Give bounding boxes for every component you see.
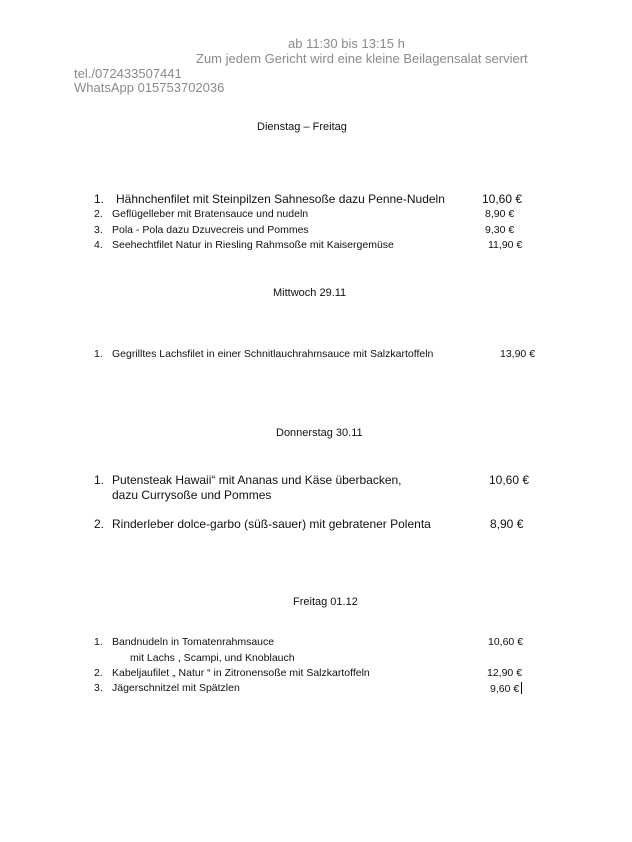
opening-hours: ab 11:30 bis 13:15 h <box>288 36 405 51</box>
item-price: 11,90 € <box>488 239 523 251</box>
item-number: 1. <box>94 348 103 360</box>
item-name: Rinderleber dolce-garbo (süß-sauer) mit gebratener Polenta <box>112 517 431 531</box>
day-heading: Mittwoch 29.11 <box>273 287 347 299</box>
item-price: 12,90 € <box>487 667 523 679</box>
item-name: Pola - Pola dazu Dzuvecreis und Pommes <box>112 224 309 236</box>
menu-item <box>94 636 274 648</box>
item-name: Geflügelleber mit Bratensauce und nudeln <box>112 208 309 220</box>
item-price: 8,90 € <box>490 517 524 531</box>
item-price: 9,30 € <box>485 224 515 236</box>
day-heading: Freitag 01.12 <box>293 596 358 608</box>
item-number: 1. <box>94 636 103 648</box>
item-number: 1. <box>94 192 105 206</box>
item-number: 1. <box>94 473 105 487</box>
item-number: 2. <box>94 517 105 531</box>
menu-item <box>94 667 370 679</box>
whatsapp-number: WhatsApp 015753702036 <box>74 80 225 95</box>
item-price: 10,60 € <box>488 636 524 648</box>
item-price-text: 9,60 € <box>490 683 520 695</box>
item-name: Jägerschnitzel mit Spätzlen <box>112 682 240 694</box>
text-cursor <box>521 682 522 694</box>
side-salad-note: Zum jedem Gericht wird eine kleine Beilagensalat serviert <box>196 51 528 66</box>
menu-item <box>94 208 308 220</box>
item-name: Bandnudeln in Tomatenrahmsauce <box>112 636 275 648</box>
day-heading: Donnerstag 30.11 <box>276 427 363 439</box>
item-name: Gegrilltes Lachsfilet in einer Schnitlauchrahmsauce mit Salzkartoffeln <box>112 348 434 360</box>
menu-item <box>94 517 431 531</box>
item-name: Putensteak Hawaii“ mit Ananas und Käse überbacken, <box>112 473 402 487</box>
menu-item <box>94 239 394 251</box>
item-name: Hähnchenfilet mit Steinpilzen Sahnesoße dazu Penne-Nudeln <box>116 192 445 206</box>
menu-item <box>94 473 402 487</box>
item-price: 13,90 € <box>500 348 536 360</box>
item-number: 3. <box>94 224 103 236</box>
item-number: 2. <box>94 208 103 220</box>
item-name: Seehechtfilet Natur in Riesling Rahmsoße mit Kaisergemüse <box>112 239 394 251</box>
menu-item <box>94 192 445 206</box>
item-number: 2. <box>94 667 103 679</box>
menu-item <box>94 682 240 694</box>
item-price: 10,60 € <box>489 473 530 487</box>
item-name: Kabeljaufilet „ Natur “ in Zitronensoße mit Salzkartoffeln <box>112 667 370 679</box>
item-name-line2: dazu Currysoße und Pommes <box>112 488 272 502</box>
item-price: 10,60 € <box>482 192 523 206</box>
item-number: 4. <box>94 239 103 251</box>
phone-number: tel./072433507441 <box>74 66 182 81</box>
item-number: 3. <box>94 682 103 694</box>
day-heading: Dienstag – Freitag <box>257 121 347 133</box>
item-price <box>490 682 522 695</box>
item-name-line2: mit Lachs , Scampi, und Knoblauch <box>130 652 295 664</box>
menu-item <box>94 224 309 236</box>
item-price: 8,90 € <box>485 208 515 220</box>
menu-item <box>94 348 433 360</box>
